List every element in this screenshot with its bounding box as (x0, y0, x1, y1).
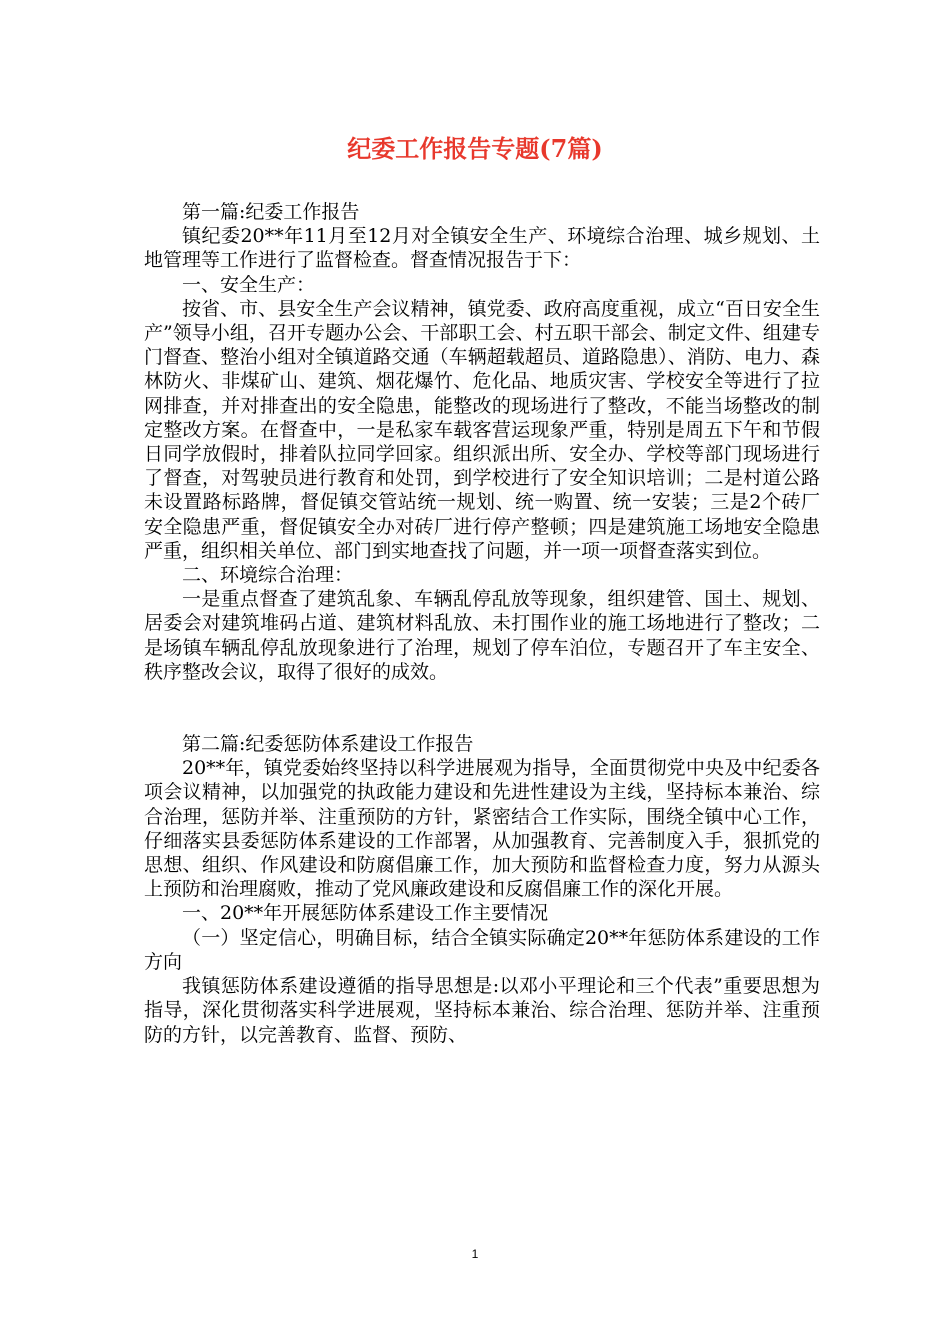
document-title: 纪委工作报告专题(7篇) (347, 134, 603, 163)
paragraph-intro: 镇纪委20**年11月至12月对全镇安全生产、环境综合治理、城乡规划、土地管理等工作进行了监督检查。督查情况报告于下： (144, 225, 820, 272)
paragraph-part-2-intro: 20**年，镇党委始终坚持以科学进展观为指导，全面贯彻党中央及中纪委各项会议精神，以加强党的执政能力建设和先进性建设为主线，坚持标本兼治、综合治理，惩防并举、注重预防的方针，紧密结合工作实际，围绕全镇中心工作，仔细落实县委惩防体系建设的工作部署，从加强教育、完善制度入手，狠抓党的思想、组织、作风建设和防腐倡廉工作，加大预防和监督检查力度，努力从源头上预防和治理腐败，推动了党风廉政建设和反腐倡廉工作的深化开展。 (144, 757, 820, 901)
section-heading-part-1: 第一篇:纪委工作报告 (182, 201, 360, 223)
page-number: 1 (471, 1247, 479, 1261)
section-heading-part-2: 第二篇:纪委惩防体系建设工作报告 (182, 733, 474, 756)
subheading-safety: 一、安全生产： (182, 273, 316, 296)
paragraph-safety: 按省、市、县安全生产会议精神，镇党委、政府高度重视，成立“百日安全生产”领导小组，召开专题办公会、干部职工会、村五职干部会、制定文件、组建专门督查、整治小组对全镇道路交通（车辆超载超员、道路隐患）、消防、电力、森林防火、非煤矿山、建筑、烟花爆竹、危化品、地质灾害、学校安全等进行了拉网排查，并对排查出的安全隐患，能整改的现场进行了整改，不能当场整改的制定整改方案。在督查中，一是私家车载客营运现象严重，特别是周五下午和节假日同学放假时，排着队拉同学回家。组织派出所、安全办、学校等部门现场进行了督查，对驾驶员进行教育和处罚，到学校进行了安全知识培训；二是村道公路未设置路标路牌，督促镇交管站统一规划、统一购置、统一安装；三是2个砖厂安全隐患严重，督促镇安全办对砖厂进行停产整顿；四是建筑施工场地安全隐患严重，组织相关单位、部门到实地查找了问题，并一项一项督查落实到位。 (144, 297, 820, 562)
subheading-main-situation: 一、20**年开展惩防体系建设工作主要情况 (182, 902, 549, 925)
paragraph-guiding-ideology: 我镇惩防体系建设遵循的指导思想是:以邓小平理论和三个代表”重要思想为指导，深化贯彻落实科学进展观，坚持标本兼治、综合治理、惩防并举、注重预防的方针，以完善教育、监督、预防、 (144, 975, 820, 1046)
paragraph-environment: 一是重点督查了建筑乱象、车辆乱停乱放等现象，组织建管、国土、规划、居委会对建筑堆码占道、建筑材料乱放、未打围作业的施工场地进行了整改；二是场镇车辆乱停乱放现象进行了治理，规划了停车泊位，专题召开了车主安全、秩序整改会议，取得了很好的成效。 (144, 588, 820, 683)
document-body (144, 200, 820, 1047)
subheading-direction: （一）坚定信心，明确目标，结合全镇实际确定20**年惩防体系建设的工作方向 (144, 926, 820, 973)
subheading-environment: 二、环境综合治理： (182, 564, 354, 587)
